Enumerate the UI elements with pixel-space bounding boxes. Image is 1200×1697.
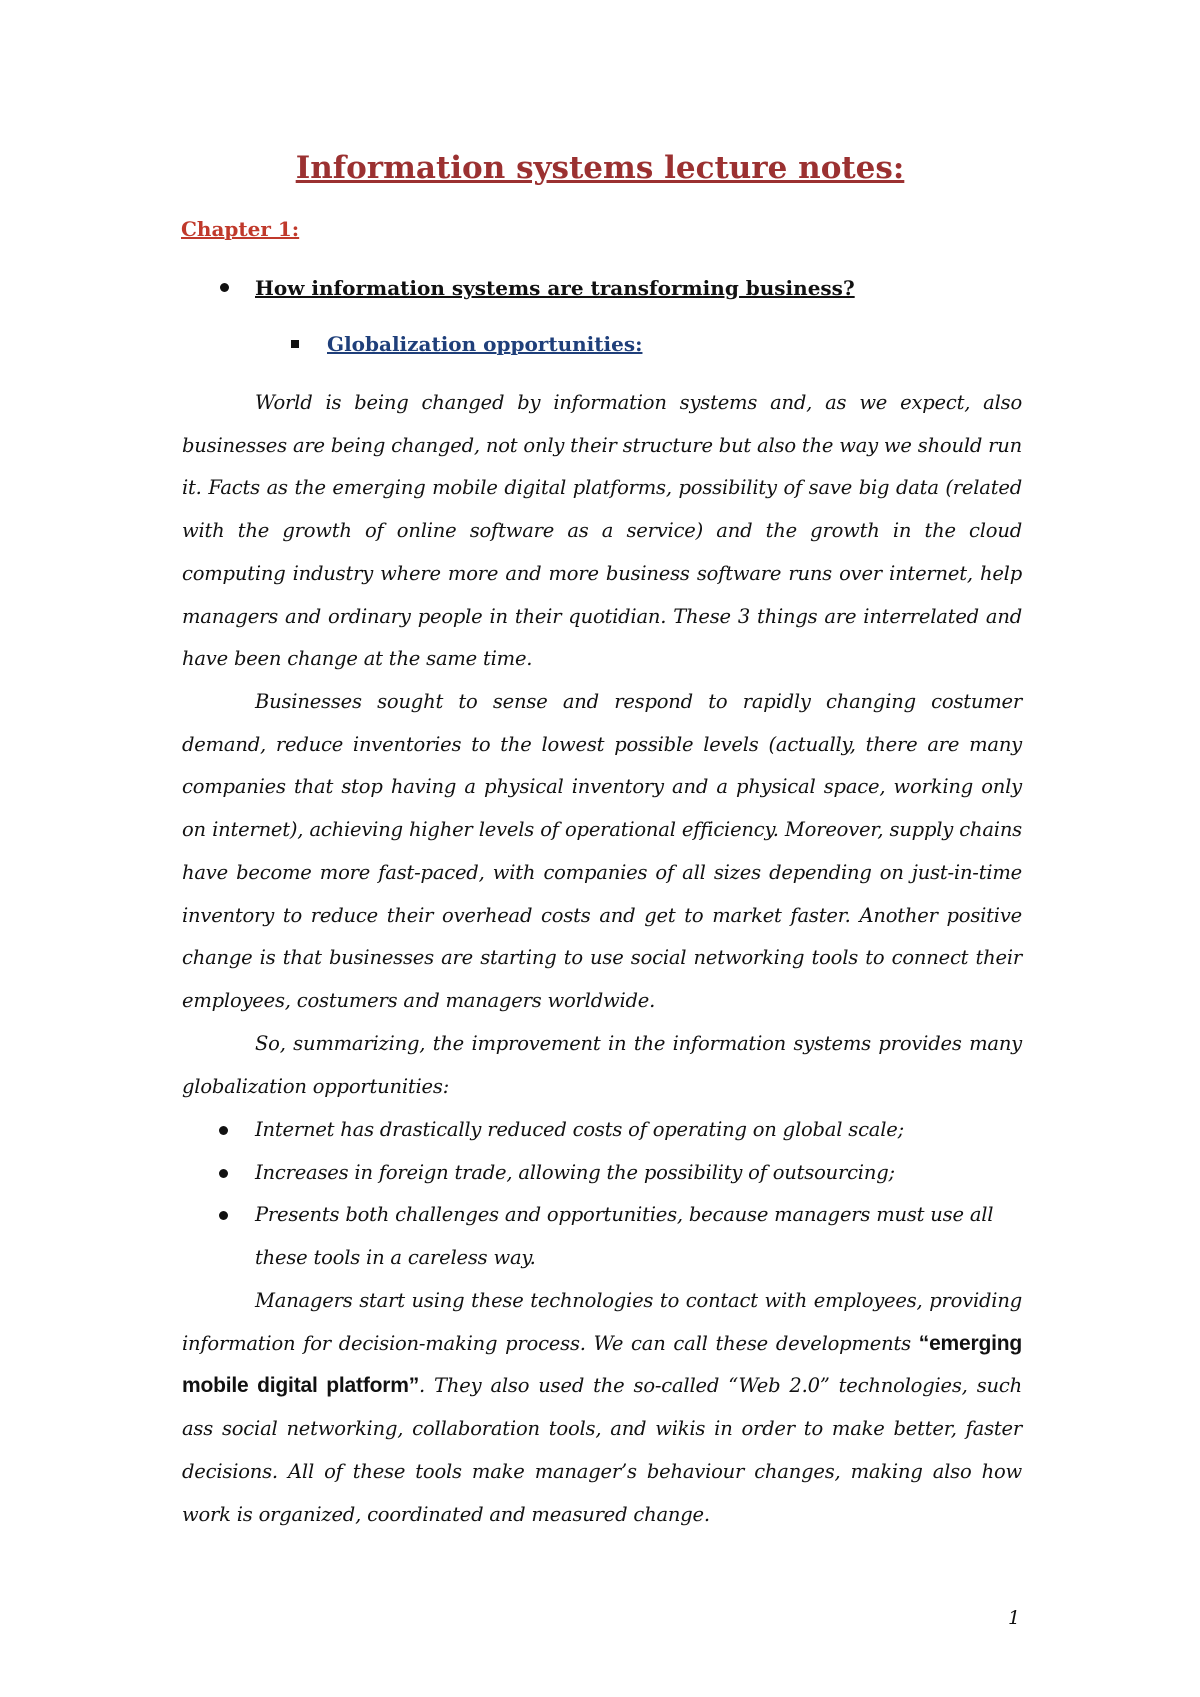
bullet-icon <box>219 1211 228 1220</box>
list-item-text: Increases in foreign trade, allowing the possibility of outsourcing; <box>255 1160 895 1184</box>
bullet-icon <box>219 1169 228 1178</box>
bullet-icon <box>219 1126 228 1135</box>
list-item <box>182 1152 1022 1195</box>
section-heading: How information systems are transforming business? <box>255 276 855 300</box>
paragraph-1: World is being changed by information systems and, as we expect, also businesses are being changed, not only their structure but also the way we should run it. Facts as the emerging mobile digital platforms, possibility of save big data (related with the growth of online software as a service) and the growth in the cloud computing industry where more and more business software runs over internet, help managers and ordinary people in their quotidian. These 3 things are interrelated and have been change at the same time. <box>182 391 1022 671</box>
list-item-text: Presents both challenges and opportunities, because managers must use all these tools in a careless way. <box>255 1203 994 1270</box>
section-bullet-icon <box>220 283 229 292</box>
paragraph-3: So, summarizing, the improvement in the information systems provides many globalization opportunities: <box>182 1032 1022 1098</box>
list-item-text: Internet has drastically reduced costs of operating on global scale; <box>255 1118 904 1141</box>
emerging-platform-term: “emerging mobile digital platform” <box>182 1331 1022 1398</box>
list-item <box>182 1109 1022 1152</box>
paragraph-2: Businesses sought to sense and respond to rapidly changing costumer demand, reduce inventories to the lowest possible levels (actually, there are many companies that stop having a physical inventory and a physical space, working only on internet), achieving higher levels of operational efficiency. Moreover, supply chains have become more fast-paced, with companies of all sizes depending on just-in-time inventory to reduce their overhead costs and get to market faster. Another positive change is that businesses are starting to use social networking tools to connect their employees, costumers and managers worldwide. <box>182 690 1022 1012</box>
paragraph-4 <box>182 1280 1022 1536</box>
subsection-bullet-icon <box>291 340 299 348</box>
chapter-heading: Chapter 1: <box>181 217 300 241</box>
opportunities-list <box>182 1109 1022 1280</box>
page-title: Information systems lecture notes: <box>295 150 905 186</box>
subsection-heading: Globalization opportunities: <box>327 332 643 356</box>
paragraph-4-start: Managers start using these technologies to contact with employees, providing information for decision-making process. We can call these developments <box>182 1289 1022 1355</box>
page-number: 1 <box>1008 1607 1021 1629</box>
paragraph-4-end: . They also used the so-called “Web 2.0” technologies, such ass social networking, collaboration tools, and wikis in order to make better, faster decisions. All of these tools make manager’s behaviour changes, making also how work is organized, coordinated and measured change. <box>182 1374 1022 1526</box>
list-item <box>182 1194 1022 1279</box>
